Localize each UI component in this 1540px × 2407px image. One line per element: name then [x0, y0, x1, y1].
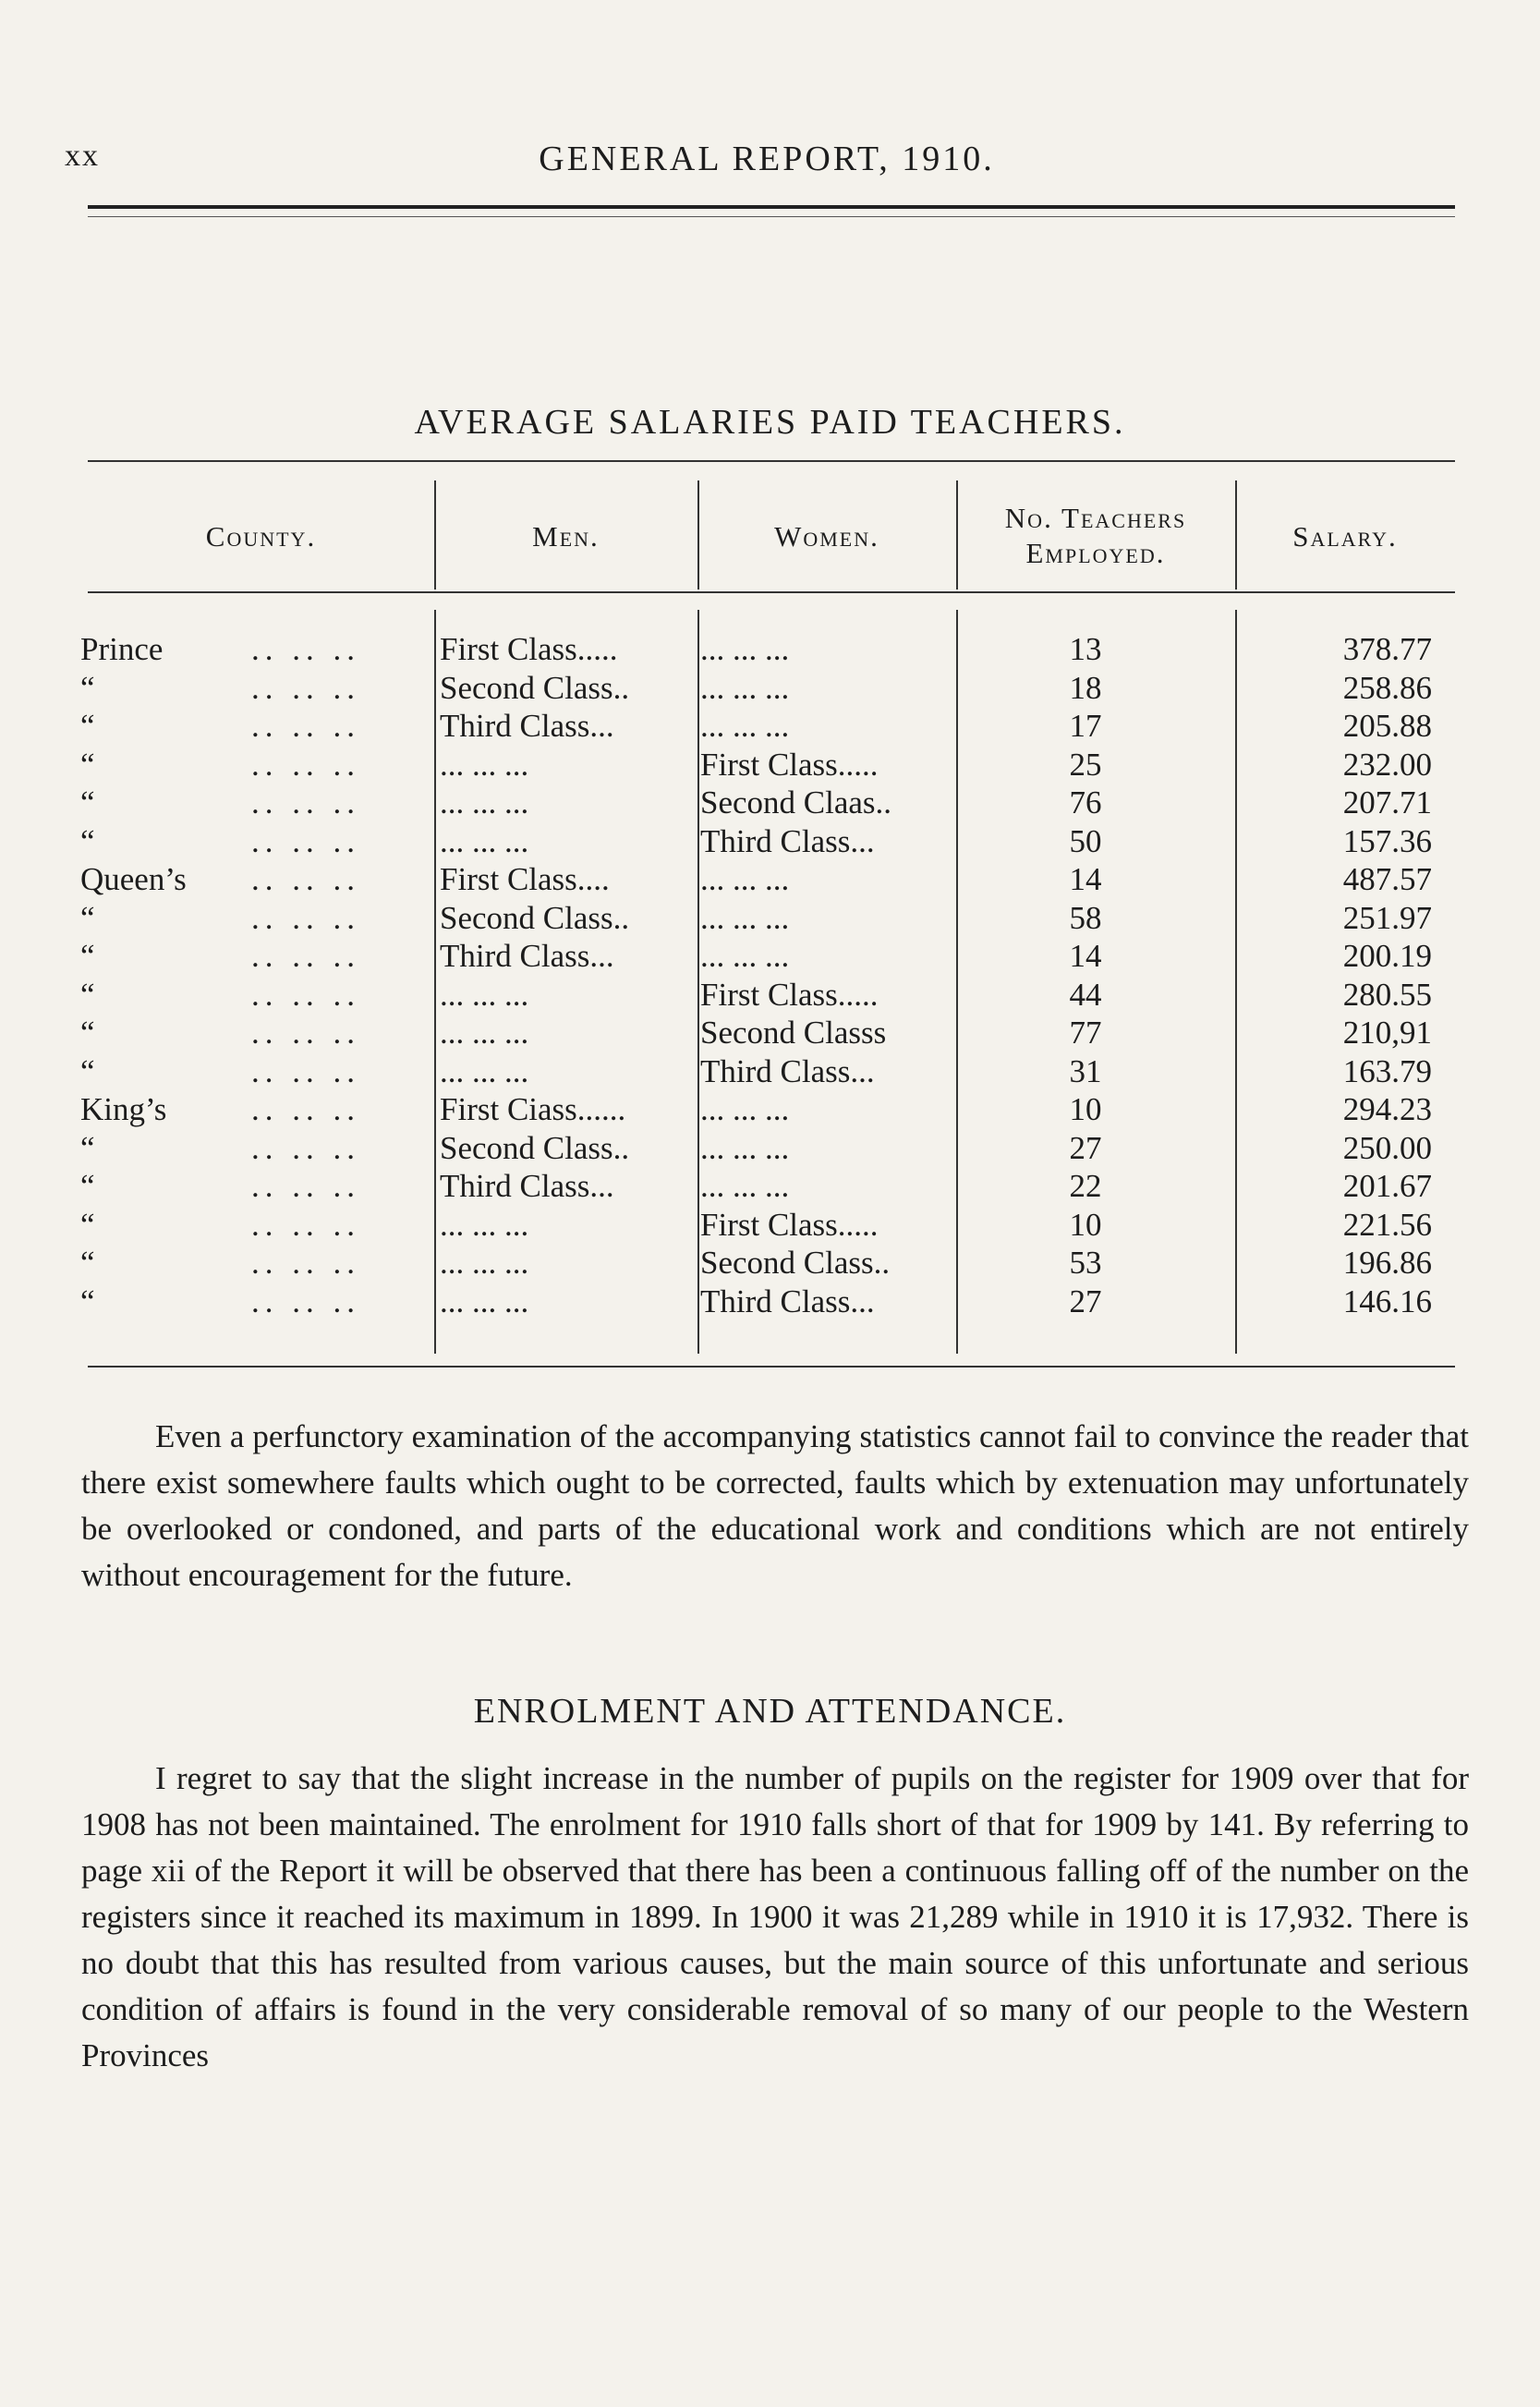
- cell-leader-dots: .. .. ..: [251, 631, 360, 667]
- cell-women: First Class.....: [700, 1206, 879, 1243]
- cell-county: “: [80, 746, 95, 783]
- cell-salary: 378.77: [1342, 631, 1432, 667]
- table-row: [0, 1091, 1540, 1129]
- cell-teachers-employed: 50: [1069, 822, 1102, 859]
- cell-county: “: [80, 1015, 95, 1051]
- cell-teachers-employed: 58: [1069, 899, 1102, 936]
- cell-county: “: [80, 1052, 95, 1089]
- cell-county: “: [80, 938, 95, 974]
- cell-teachers-employed: 10: [1069, 1091, 1102, 1127]
- cell-women: ... ... ...: [700, 899, 790, 936]
- cell-county: “: [80, 822, 95, 859]
- cell-men: Third Class...: [440, 1168, 614, 1204]
- table-row: [0, 670, 1540, 708]
- paragraph-text: I regret to say that the slight increase in the number of pupils on the register for 1909 over that for 1908 has not been maintained. The enrolment for 1910 falls short of that for 1909 by 141. By referring to page xii of the Report it will be observed that there has been a continuous falling off of the number on the registers since it reached its maximum in 1899. In 1900 it was 21,289 while in 1910 it is 17,932. There is no doubt that this has resulted from various causes, but the main source of this unfortunate and serious condition of affairs is found in the very considerable removal of so many of our people to the Western Provinces: [81, 1760, 1469, 2073]
- table-row: [0, 1015, 1540, 1052]
- cell-county: “: [80, 1129, 95, 1166]
- column-header-women: Women.: [774, 520, 879, 553]
- cell-teachers-employed: 22: [1069, 1168, 1102, 1204]
- cell-men: First Class.....: [440, 631, 618, 667]
- column-header-teachers-line2: Employed.: [1025, 537, 1166, 569]
- column-header-salary: Salary.: [1292, 520, 1398, 553]
- cell-leader-dots: .. .. ..: [251, 1245, 360, 1281]
- cell-women: Second Class..: [700, 1245, 891, 1281]
- cell-men: First Class....: [440, 861, 610, 897]
- table-head-rule: [88, 591, 1455, 593]
- table-row: [0, 1283, 1540, 1321]
- cell-salary: 258.86: [1342, 669, 1432, 706]
- cell-men: ... ... ...: [440, 1283, 529, 1319]
- cell-salary: 232.00: [1342, 746, 1432, 783]
- header-rule-thin: [88, 216, 1455, 217]
- cell-leader-dots: .. .. ..: [251, 938, 360, 974]
- paragraph-enrolment: [81, 1756, 1469, 2079]
- cell-men: ... ... ...: [440, 1015, 529, 1051]
- cell-salary: 196.86: [1342, 1245, 1432, 1281]
- cell-women: Third Class...: [700, 822, 875, 859]
- cell-county: “: [80, 976, 95, 1013]
- cell-leader-dots: .. .. ..: [251, 708, 360, 744]
- cell-teachers-employed: 10: [1069, 1206, 1102, 1243]
- cell-county: “: [80, 1168, 95, 1204]
- table-row: [0, 977, 1540, 1015]
- cell-men: ... ... ...: [440, 784, 529, 821]
- cell-leader-dots: .. .. ..: [251, 1052, 360, 1089]
- cell-women: ... ... ...: [700, 1091, 790, 1127]
- table-row: [0, 708, 1540, 746]
- column-header-teachers: [956, 501, 1235, 571]
- column-header-teachers-line1: No. Teachers: [1004, 502, 1187, 534]
- cell-leader-dots: .. .. ..: [251, 1015, 360, 1051]
- table-row: [0, 784, 1540, 822]
- cell-men: Second Class..: [440, 669, 630, 706]
- cell-leader-dots: .. .. ..: [251, 976, 360, 1013]
- cell-county: “: [80, 708, 95, 744]
- table-row: [0, 823, 1540, 861]
- cell-teachers-employed: 31: [1069, 1052, 1102, 1089]
- cell-leader-dots: .. .. ..: [251, 669, 360, 706]
- cell-leader-dots: .. .. ..: [251, 1283, 360, 1319]
- cell-salary: 205.88: [1342, 708, 1432, 744]
- table-row: [0, 631, 1540, 669]
- cell-teachers-employed: 13: [1069, 631, 1102, 667]
- cell-teachers-employed: 77: [1069, 1015, 1102, 1051]
- cell-salary: 221.56: [1342, 1206, 1432, 1243]
- cell-salary: 207.71: [1342, 784, 1432, 821]
- column-header-county: County.: [205, 520, 317, 553]
- page-number: xx: [65, 139, 100, 173]
- section-heading: ENROLMENT AND ATTENDANCE.: [473, 1692, 1067, 1731]
- cell-salary: 146.16: [1342, 1283, 1432, 1319]
- cell-men: ... ... ...: [440, 1206, 529, 1243]
- table-row: [0, 938, 1540, 976]
- cell-women: ... ... ...: [700, 938, 790, 974]
- cell-salary: 210,91: [1342, 1015, 1432, 1051]
- cell-women: Second Claas..: [700, 784, 892, 821]
- cell-leader-dots: .. .. ..: [251, 784, 360, 821]
- cell-men: Second Class..: [440, 1129, 630, 1166]
- cell-men: First Ciass......: [440, 1091, 626, 1127]
- table-top-rule: [88, 460, 1455, 462]
- cell-county: “: [80, 669, 95, 706]
- cell-men: ... ... ...: [440, 1245, 529, 1281]
- cell-salary: 201.67: [1342, 1168, 1432, 1204]
- cell-men: ... ... ...: [440, 746, 529, 783]
- cell-salary: 250.00: [1342, 1129, 1432, 1166]
- cell-women: ... ... ...: [700, 861, 790, 897]
- cell-salary: 280.55: [1342, 976, 1432, 1013]
- cell-teachers-employed: 76: [1069, 784, 1102, 821]
- cell-leader-dots: .. .. ..: [251, 746, 360, 783]
- cell-women: ... ... ...: [700, 669, 790, 706]
- cell-women: ... ... ...: [700, 631, 790, 667]
- cell-teachers-employed: 18: [1069, 669, 1102, 706]
- table-row: [0, 1053, 1540, 1091]
- cell-teachers-employed: 14: [1069, 861, 1102, 897]
- table-row: [0, 861, 1540, 899]
- cell-women: ... ... ...: [700, 708, 790, 744]
- cell-county: “: [80, 1245, 95, 1281]
- cell-leader-dots: .. .. ..: [251, 1206, 360, 1243]
- cell-county: “: [80, 899, 95, 936]
- table-row: [0, 1130, 1540, 1168]
- cell-women: First Class.....: [700, 976, 879, 1013]
- cell-women: Second Classs: [700, 1015, 887, 1051]
- cell-men: Second Class..: [440, 899, 630, 936]
- cell-teachers-employed: 17: [1069, 708, 1102, 744]
- cell-teachers-employed: 14: [1069, 938, 1102, 974]
- cell-salary: 294.23: [1342, 1091, 1432, 1127]
- paragraph-text: Even a perfunctory examination of the accompanying statistics cannot fail to convince the reader that there exist somewhere faults which ought to be corrected, faults which by extenuation may unfortunately be overlooked or condoned, and parts of the educational work and conditions which are not entirely without encouragement for the future.: [81, 1418, 1469, 1593]
- cell-county: “: [80, 1283, 95, 1319]
- paragraph-statistics: [81, 1414, 1469, 1599]
- header-rule: [88, 205, 1455, 209]
- cell-county: Queen’s: [80, 861, 187, 897]
- cell-women: First Class.....: [700, 746, 879, 783]
- cell-teachers-employed: 27: [1069, 1283, 1102, 1319]
- table-row: [0, 1207, 1540, 1245]
- cell-teachers-employed: 44: [1069, 976, 1102, 1013]
- table-row: [0, 747, 1540, 784]
- cell-men: ... ... ...: [440, 976, 529, 1013]
- cell-leader-dots: .. .. ..: [251, 822, 360, 859]
- cell-women: ... ... ...: [700, 1129, 790, 1166]
- cell-salary: 487.57: [1342, 861, 1432, 897]
- table-bottom-rule: [88, 1366, 1455, 1368]
- table-row: [0, 900, 1540, 938]
- cell-teachers-employed: 27: [1069, 1129, 1102, 1166]
- cell-county: “: [80, 784, 95, 821]
- cell-salary: 163.79: [1342, 1052, 1432, 1089]
- cell-men: ... ... ...: [440, 822, 529, 859]
- cell-men: ... ... ...: [440, 1052, 529, 1089]
- cell-county: King’s: [80, 1091, 167, 1127]
- cell-women: ... ... ...: [700, 1168, 790, 1204]
- running-title: GENERAL REPORT, 1910.: [539, 140, 995, 178]
- cell-salary: 157.36: [1342, 822, 1432, 859]
- table-row: [0, 1245, 1540, 1283]
- cell-salary: 200.19: [1342, 938, 1432, 974]
- cell-men: Third Class...: [440, 938, 614, 974]
- cell-salary: 251.97: [1342, 899, 1432, 936]
- cell-county: Prince: [80, 631, 164, 667]
- cell-leader-dots: .. .. ..: [251, 861, 360, 897]
- column-header-men: Men.: [532, 520, 600, 553]
- table-row: [0, 1168, 1540, 1206]
- table-title: AVERAGE SALARIES PAID TEACHERS.: [414, 403, 1126, 442]
- cell-leader-dots: .. .. ..: [251, 1129, 360, 1166]
- cell-teachers-employed: 53: [1069, 1245, 1102, 1281]
- cell-women: Third Class...: [700, 1283, 875, 1319]
- cell-leader-dots: .. .. ..: [251, 1168, 360, 1204]
- page-header: [65, 139, 1469, 176]
- cell-leader-dots: .. .. ..: [251, 1091, 360, 1127]
- cell-teachers-employed: 25: [1069, 746, 1102, 783]
- cell-leader-dots: .. .. ..: [251, 899, 360, 936]
- cell-women: Third Class...: [700, 1052, 875, 1089]
- cell-county: “: [80, 1206, 95, 1243]
- cell-men: Third Class...: [440, 708, 614, 744]
